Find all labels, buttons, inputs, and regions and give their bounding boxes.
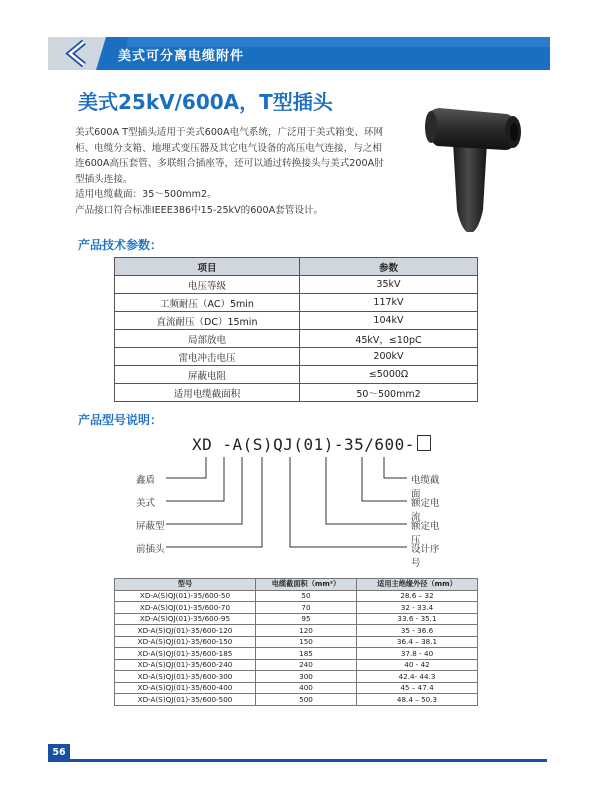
table-row [115,659,478,671]
spec-item: 适用电缆截面积 [115,384,300,402]
section-cell: 120 [256,625,357,637]
specs-col-param: 参数 [300,258,478,276]
spec-item: 局部放电 [115,330,300,348]
model-cell: XD-A(S)QJ(01)-35/600-500 [115,694,256,706]
section-cell: 150 [256,636,357,648]
label-shielded: 屏蔽型 [136,521,165,532]
table-row [115,613,478,625]
models-col-diameter: 适用主绝缘外径（mm） [357,579,478,591]
section-cell: 50 [256,590,357,602]
table-row [115,590,478,602]
model-cell: XD-A(S)QJ(01)-35/600-70 [115,602,256,614]
model-cell: XD-A(S)QJ(01)-35/600-50 [115,590,256,602]
table-row [115,602,478,614]
diameter-cell: 36.4 – 38.1 [357,636,478,648]
label-american: 美式 [136,498,156,509]
label-brand: 鑫盾 [136,475,156,486]
spec-param: 200kV [300,348,478,366]
footer-divider [70,759,547,762]
section-cell: 70 [256,602,357,614]
table-row [115,276,478,294]
page-title: 美式25kV/600A，T型插头 [78,90,333,114]
table-row [115,312,478,330]
model-cell: XD-A(S)QJ(01)-35/600-240 [115,659,256,671]
description-line: 连600A高压套管、多联组合插座等，还可以通过转换接头与美式200A肘 [75,158,384,169]
diameter-cell: 37.8 - 40 [357,648,478,660]
spec-item: 直流耐压（DC）15min [115,312,300,330]
diameter-cell: 28.6 – 32 [357,590,478,602]
product-description [75,125,415,218]
diameter-cell: 40 - 42 [357,659,478,671]
label-cable-section: 电缆截面 [411,475,440,500]
table-row [115,694,478,706]
models-col-section: 电缆截面积（mm²） [256,579,357,591]
header-title: 美式可分离电缆附件 [118,49,245,64]
specs-table [114,257,478,402]
table-row [115,348,478,366]
spec-param: 50～500mm2 [300,384,478,402]
label-front-plug: 前插头 [136,544,165,555]
specs-heading: 产品技术参数： [78,238,163,252]
table-row [115,636,478,648]
section-cell: 400 [256,682,357,694]
diameter-cell: 42.4- 44.3 [357,671,478,683]
diameter-cell: 48.4 – 50.3 [357,694,478,706]
description-line: 美式600A T型插头适用于美式600A电气系统，广泛用于美式箱变、环网 [75,127,384,138]
spec-param: 45kV，≤10pC [300,330,478,348]
models-table [114,578,478,706]
section-cell: 300 [256,671,357,683]
section-cell: 95 [256,613,357,625]
spec-param: 104kV [300,312,478,330]
table-row [115,330,478,348]
model-cell: XD-A(S)QJ(01)-35/600-400 [115,682,256,694]
model-cell: XD-A(S)QJ(01)-35/600-150 [115,636,256,648]
table-row [115,682,478,694]
label-rated-voltage: 额定电压 [411,521,440,546]
diameter-cell: 33.6 - 35.1 [357,613,478,625]
model-diagram [114,435,444,569]
model-cell: XD-A(S)QJ(01)-35/600-185 [115,648,256,660]
diameter-cell: 35 - 36.6 [357,625,478,637]
specs-col-item: 项目 [115,258,300,276]
description-line: 柜、电缆分支箱、地埋式变压器及其它电气设备的高压电气连接，与之相 [75,142,382,154]
model-cell: XD-A(S)QJ(01)-35/600-95 [115,613,256,625]
table-row [115,671,478,683]
model-cell: XD-A(S)QJ(01)-35/600-120 [115,625,256,637]
model-cell: XD-A(S)QJ(01)-35/600-300 [115,671,256,683]
header-banner [48,37,550,70]
section-cell: 240 [256,659,357,671]
section-cell: 185 [256,648,357,660]
page-number: 56 [48,744,70,762]
description-line: 适用电缆截面：35～500mm2。 [75,189,217,200]
table-row [115,294,478,312]
description-line: 型插头连接。 [75,173,133,185]
table-row [115,648,478,660]
model-code-text: XD -A(S)QJ(01)-35/600- [192,435,415,454]
table-row [115,384,478,402]
table-row [115,366,478,384]
model-heading: 产品型号说明： [78,413,163,427]
label-rated-current: 额定电流 [411,498,440,523]
product-image [417,100,527,240]
spec-item: 工频耐压（AC）5min [115,294,300,312]
table-row [115,625,478,637]
spec-item: 雷电冲击电压 [115,348,300,366]
diameter-cell: 45 – 47.4 [357,682,478,694]
label-design-serial: 设计序号 [411,544,440,569]
spec-param: 35kV [300,276,478,294]
models-col-model: 型号 [115,579,256,591]
description-line: 产品接口符合标准IEEE386中15-25kV的600A套管设计。 [75,204,324,216]
section-cell: 500 [256,694,357,706]
diameter-cell: 32 - 33.4 [357,602,478,614]
spec-item: 屏蔽电阻 [115,366,300,384]
spec-item: 电压等级 [115,276,300,294]
spec-param: ≤5000Ω [300,366,478,384]
spec-param: 117kV [300,294,478,312]
